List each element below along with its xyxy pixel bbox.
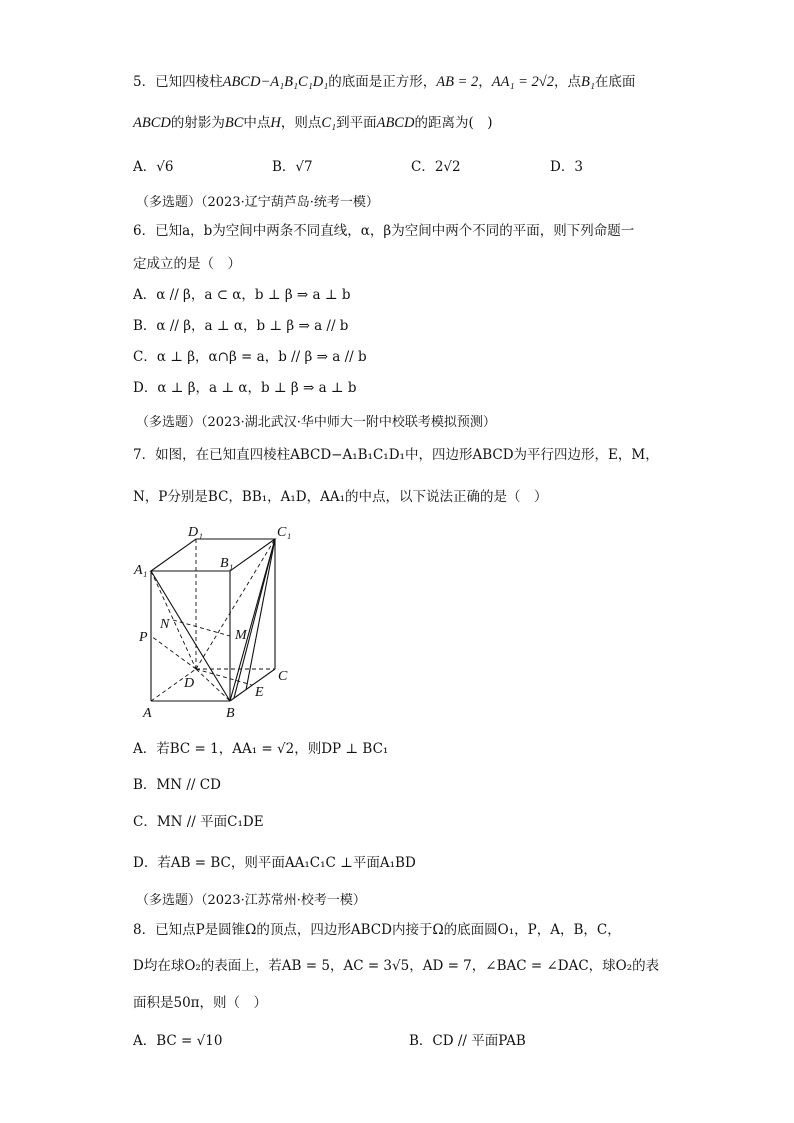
q6-option-d[interactable]: D．α ⊥ β，a ⊥ α，b ⊥ β ⇒ a ⊥ b	[133, 380, 357, 396]
label-d: D	[184, 676, 195, 691]
q5-text-2c: 中点	[243, 115, 271, 131]
q5-prism: ABCD−A₁B₁C₁D₁	[222, 74, 329, 90]
q5-text-2e: 到平面	[336, 115, 377, 131]
q7-option-a[interactable]: A．若BC = 1，AA₁ = √2，则DP ⊥ BC₁	[133, 741, 389, 757]
prism-hidden-edges	[151, 539, 275, 701]
edge-de	[196, 669, 252, 685]
q5-text-1d: 在底面	[594, 74, 636, 90]
q8-line-1: 8．已知点P是圆锥Ω的顶点，四边形ABCD内接于Ω的底面圆O₁，P，A，B，C，	[133, 922, 621, 938]
label-c1: C₁	[277, 525, 292, 540]
label-e: E	[255, 685, 264, 700]
label-p: P	[139, 630, 148, 645]
q7-option-d[interactable]: D．若AB = BC，则平面AA₁C₁C ⊥平面A₁BD	[133, 855, 416, 871]
label-m: M	[235, 628, 247, 643]
q5-b1: B₁	[581, 74, 595, 90]
q5-text-1c: ，点	[554, 74, 582, 90]
q8-line-3: 面积是50π，则（ ）	[133, 995, 268, 1011]
edge-nm	[173, 620, 230, 636]
q5-abcd: ABCD	[133, 115, 171, 131]
q7-line-1: 7．如图，在已知直四棱柱ABCD−A₁B₁C₁D₁中，四边形ABCD为平行四边形，E，M，	[133, 447, 659, 463]
q8-option-a[interactable]: A．BC = √10	[133, 1033, 223, 1049]
q5-option-d[interactable]: D．3	[550, 159, 583, 175]
label-d1: D₁	[188, 525, 203, 540]
edge-bc	[230, 669, 275, 701]
q5-text-1b: 的底面是正方形，	[328, 74, 437, 90]
prism-figure	[128, 524, 298, 724]
q5-bc: BC	[224, 115, 244, 131]
edge-c1x	[234, 539, 275, 698]
edge-c1e	[246, 539, 275, 690]
q8-source-tag: （多选题）（2023·江苏常州·校考一模）	[136, 893, 366, 908]
q6-line-1: 6．已知a，b为空间中两条不同直线，α，β为空间中两个不同的平面，则下列命题一	[133, 223, 635, 239]
q6-line-2: 定成立的是（ ）	[133, 256, 241, 272]
q5-line-2	[133, 113, 493, 133]
q5-line-1: 5．已知四棱柱ABCD−A₁B₁C₁D₁的底面是正方形，AB = 2，AA₁ = 2√2，点B₁在底面	[133, 74, 636, 90]
q6-option-c[interactable]: C．α ⊥ β，α∩β = a，b // β ⇒ a // b	[133, 349, 367, 365]
q5-text-1a: 5．已知四棱柱	[133, 74, 223, 90]
label-b: B	[226, 706, 235, 721]
q5-abcd-2: ABCD	[376, 115, 415, 131]
q7-source-tag: （多选题）（2023·湖北武汉·华中师大一附中校联考模拟预测）	[136, 415, 496, 430]
q5-aa1: AA₁ = 2√2	[491, 74, 555, 90]
q5-text-2d: ，则点	[280, 115, 322, 131]
q6-option-a[interactable]: A．α // β，a ⊂ α，b ⊥ β ⇒ a ⊥ b	[133, 287, 351, 303]
top-face	[151, 539, 275, 571]
q8-option-b[interactable]: B．CD // 平面PAB	[409, 1033, 526, 1049]
q6-option-b[interactable]: B．α // β，a ⊥ α，b ⊥ β ⇒ a // b	[133, 318, 349, 334]
q5-option-b[interactable]: B．√7	[272, 159, 313, 175]
q5-text-2b: 的射影为	[170, 115, 225, 131]
label-a1: A₁	[134, 563, 148, 578]
q5-option-a[interactable]: A．√6	[133, 159, 174, 175]
q6-source-tag: （多选题）（2023·辽宁葫芦岛·统考一模）	[136, 195, 379, 210]
q5-c1: C₁	[321, 115, 337, 131]
q7-line-2: N，P分别是BC，BB₁，A₁D，AA₁的中点，以下说法正确的是（ ）	[133, 489, 548, 505]
prism-solid-edges	[151, 539, 275, 701]
q7-option-b[interactable]: B．MN // CD	[133, 777, 221, 793]
label-n: N	[160, 617, 170, 632]
figure-labels	[133, 525, 291, 721]
label-c: C	[278, 669, 288, 684]
q5-ab: AB = 2	[436, 74, 479, 90]
edge-dp	[151, 636, 196, 669]
q5-text-2f: 的距离为( )	[414, 115, 493, 131]
label-b1: B₁	[220, 556, 234, 571]
edge-dc1	[196, 539, 275, 669]
q5-h: H	[270, 115, 281, 131]
q5-option-c[interactable]: C．2√2	[411, 159, 461, 175]
q7-option-c[interactable]: C．MN // 平面C₁DE	[133, 814, 264, 830]
label-a: A	[143, 706, 152, 721]
q8-line-2: D均在球O₂的表面上，若AB = 5，AC = 3√5，AD = 7，∠BAC = ∠DAC，球O₂的表	[133, 958, 660, 974]
